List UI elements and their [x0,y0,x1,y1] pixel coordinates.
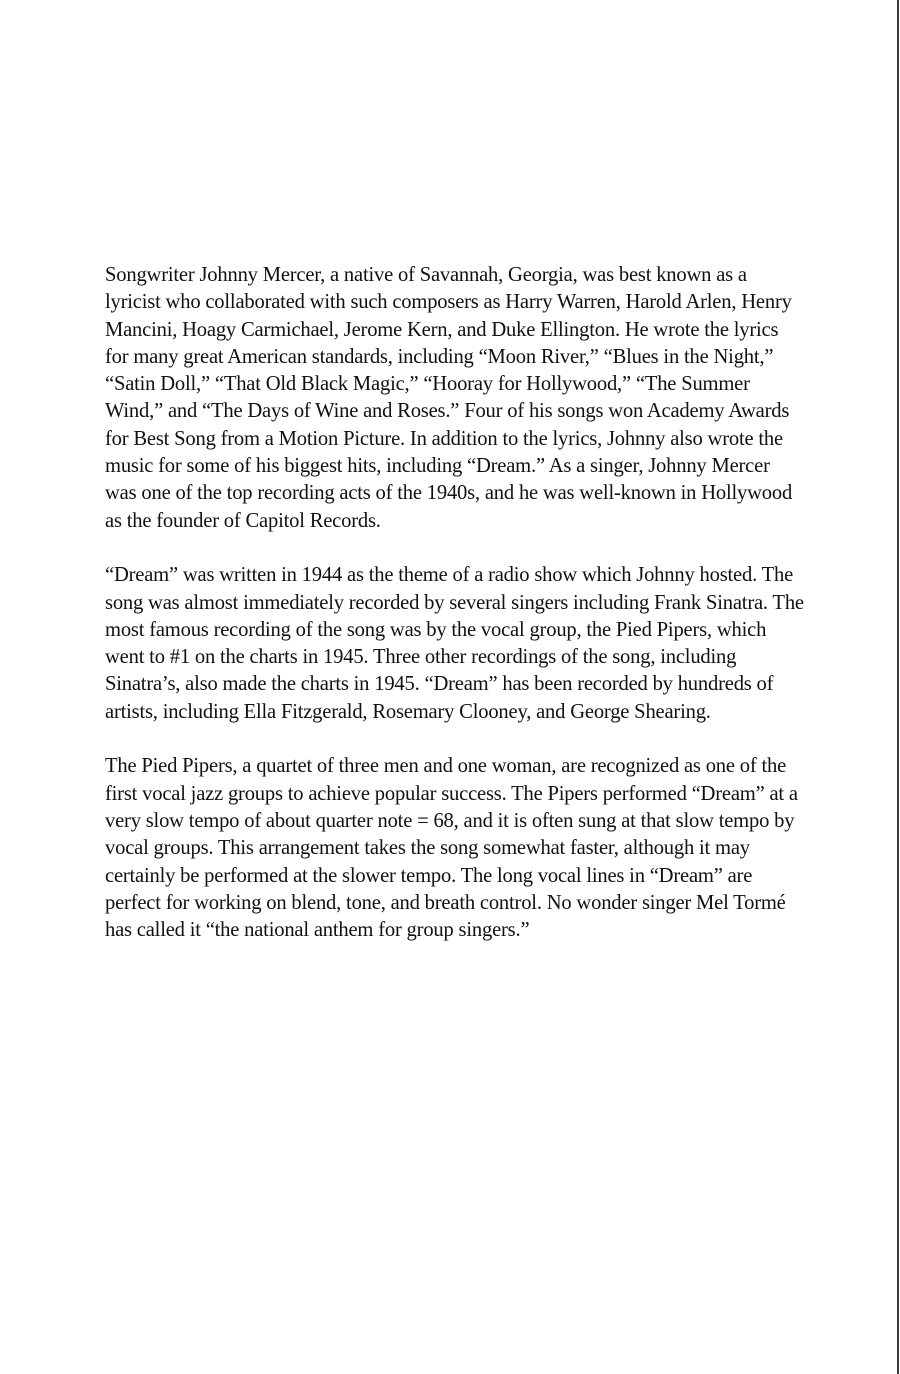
paragraph-pied-pipers: The Pied Pipers, a quartet of three men and one woman, are recognized as one of the first vocal jazz groups to achieve popular success. The Pipers performed “Dream” at a very slow tempo of about quarter note = 68, and it is often sung at that slow tempo by vocal groups. This arrangement takes the song somewhat faster, although it may certainly be performed at the slower tempo. The long vocal lines in “Dream” are perfect for working on blend, tone, and breath control. No wonder singer Mel Tormé has called it “the national anthem for group singers.” [105,755,798,942]
body-text [105,262,805,972]
paragraph-mercer-bio: Songwriter Johnny Mercer, a native of Savannah, Georgia, was best known as a lyricist who collaborated with such composers as Harry Warren, Harold Arlen, Henry Mancini, Hoagy Carmichael, Jerome Kern, and Duke Ellington. He wrote the lyrics for many great American standards, including “Moon River,” “Blues in the Night,” “Satin Doll,” “That Old Black Magic,” “Hooray for Hollywood,” “The Summer Wind,” and “The Days of Wine and Roses.” Four of his songs won Academy Awards for Best Song from a Motion Picture. In addition to the lyrics, Johnny also wrote the music for some of his biggest hits, including “Dream.” As a singer, Johnny Mercer was one of the top recording acts of the 1940s, and he was well-known in Hollywood as the founder of Capitol Records. [105,264,793,532]
paragraph-dream-history: “Dream” was written in 1944 as the theme of a radio show which Johnny hosted. The song was almost immediately recorded by several singers including Frank Sinatra. The most famous recording of the song was by the vocal group, the Pied Pipers, which went to #1 on the charts in 1945. Three other recordings of the song, including Sinatra’s, also made the charts in 1945. “Dream” has been recorded by hundreds of artists, including Ella Fitzgerald, Rosemary Clooney, and George Shearing. [105,564,804,723]
page-edge-rule [897,0,899,1374]
